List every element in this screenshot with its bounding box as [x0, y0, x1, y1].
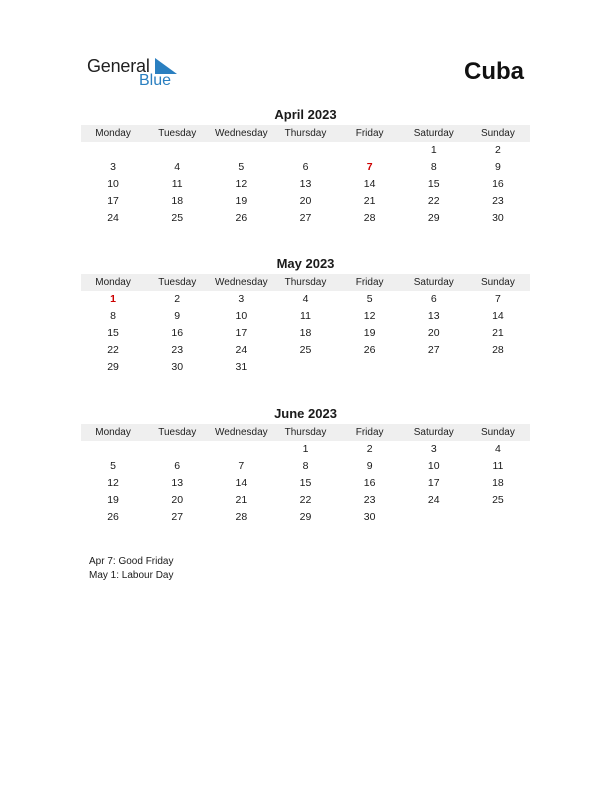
logo: [87, 56, 187, 92]
day-cell: [145, 142, 209, 159]
day-cell: [209, 441, 273, 458]
day-cell: 8: [302, 460, 309, 472]
weekday-label: Thursday: [284, 277, 327, 288]
day-cell: 15: [299, 477, 312, 489]
day-cell: 23: [171, 344, 184, 356]
day-cell: 10: [235, 310, 248, 322]
day-cell: 29: [107, 361, 119, 373]
day-cell: [81, 441, 145, 458]
week-row: [81, 142, 530, 159]
day-cell: 1: [110, 293, 116, 305]
week-row: [81, 359, 530, 376]
day-cell: 22: [427, 195, 440, 207]
day-cell: 12: [107, 477, 119, 489]
day-cell: 5: [366, 293, 373, 305]
day-cell: 7: [238, 460, 245, 472]
day-cell: 30: [492, 212, 504, 224]
day-cell: 13: [171, 477, 184, 489]
day-cell: 4: [494, 443, 501, 455]
day-cell: 17: [235, 327, 248, 339]
day-cell: 16: [171, 327, 184, 339]
day-cell: 2: [174, 293, 181, 305]
day-cell: 12: [363, 310, 376, 322]
month-title: April 2023: [274, 107, 337, 122]
day-cell: 2: [494, 144, 501, 156]
weekday-label: Sunday: [480, 427, 515, 438]
day-cell: 18: [492, 477, 504, 489]
day-cell: 28: [363, 212, 376, 224]
day-cell: 15: [107, 327, 119, 339]
day-cell: 14: [363, 178, 376, 190]
day-cell: 22: [299, 494, 312, 506]
day-cell: 10: [427, 460, 440, 472]
day-cell: 11: [171, 178, 183, 190]
day-cell: 29: [427, 212, 440, 224]
day-cell: 26: [235, 212, 248, 224]
day-cell: 28: [235, 511, 248, 523]
day-cell: [81, 142, 145, 159]
day-cell: [338, 142, 402, 159]
weekday-label: Friday: [355, 128, 384, 139]
weekday-label: Monday: [95, 277, 131, 288]
day-cell: 30: [363, 511, 376, 523]
day-cell: 3: [238, 293, 245, 305]
day-cell: 29: [299, 511, 312, 523]
day-cell: 5: [238, 161, 245, 173]
weekday-header-row: [81, 424, 530, 441]
country-title: Cuba: [464, 58, 524, 85]
day-cell: 15: [427, 178, 440, 190]
day-cell: 31: [235, 361, 248, 373]
week-row: [81, 458, 530, 475]
week-row: [81, 492, 530, 509]
weekday-label: Tuesday: [158, 128, 197, 139]
weekday-label: Wednesday: [215, 277, 268, 288]
day-cell: 2: [366, 443, 373, 455]
day-cell: 8: [110, 310, 116, 322]
day-cell: 14: [492, 310, 504, 322]
day-cell: 6: [430, 293, 437, 305]
day-cell: 26: [107, 511, 119, 523]
logo-text-blue: Blue: [139, 72, 172, 89]
week-row: [81, 342, 530, 359]
day-cell: 19: [363, 327, 376, 339]
day-cell: 6: [302, 161, 309, 173]
week-row: [81, 475, 530, 492]
month-title: June 2023: [274, 406, 337, 421]
weekday-label: Friday: [355, 427, 384, 438]
day-cell: 25: [171, 212, 184, 224]
day-cell: 9: [366, 460, 373, 472]
day-cell: 19: [235, 195, 248, 207]
day-cell: 21: [492, 327, 504, 339]
day-cell: 17: [427, 477, 440, 489]
day-cell: 25: [492, 494, 504, 506]
week-row: [81, 291, 530, 308]
weekday-label: Wednesday: [215, 128, 268, 139]
day-cell: 1: [430, 144, 437, 156]
day-cell: 20: [299, 195, 312, 207]
day-cell: [273, 359, 337, 376]
weekday-header-row: [81, 274, 530, 291]
week-row: [81, 193, 530, 210]
day-cell: 27: [171, 511, 184, 523]
day-cell: 30: [171, 361, 184, 373]
month-april: [81, 106, 530, 227]
day-cell: 21: [235, 494, 248, 506]
day-cell: 18: [171, 195, 184, 207]
logo-text-general: General: [87, 56, 150, 76]
day-cell: 24: [427, 494, 440, 506]
day-cell: 8: [430, 161, 437, 173]
day-cell: 13: [427, 310, 440, 322]
day-cell: [273, 142, 337, 159]
day-cell: 20: [171, 494, 184, 506]
day-cell: 13: [299, 178, 312, 190]
day-cell: 7: [494, 293, 501, 305]
holiday-notes: [89, 555, 174, 583]
weekday-header-row: [81, 125, 530, 142]
day-cell: 16: [492, 178, 504, 190]
day-cell: 16: [363, 477, 376, 489]
weekday-label: Monday: [95, 427, 131, 438]
day-cell: 23: [363, 494, 376, 506]
weekday-label: Sunday: [480, 128, 515, 139]
day-cell: 27: [427, 344, 440, 356]
day-cell: 11: [300, 310, 311, 322]
day-cell: 24: [107, 212, 119, 224]
day-cell: [466, 509, 530, 526]
day-cell: 17: [107, 195, 119, 207]
week-row: [81, 441, 530, 458]
month-title: May 2023: [276, 256, 335, 271]
weekday-label: Tuesday: [158, 427, 197, 438]
week-row: [81, 509, 530, 526]
day-cell: 19: [107, 494, 119, 506]
day-cell: 23: [492, 195, 504, 207]
day-cell: 1: [302, 443, 309, 455]
day-cell: 3: [110, 161, 116, 173]
day-cell: 5: [110, 460, 116, 472]
day-cell: 27: [299, 212, 312, 224]
month-june: [81, 405, 530, 526]
day-cell: 20: [427, 327, 440, 339]
weekday-label: Saturday: [413, 277, 454, 288]
weekday-label: Saturday: [413, 128, 454, 139]
holiday-note: Apr 7: Good Friday: [89, 556, 174, 567]
day-cell: [402, 359, 466, 376]
day-cell: 25: [299, 344, 312, 356]
day-cell: 22: [107, 344, 119, 356]
weekday-label: Saturday: [413, 427, 454, 438]
day-cell: 7: [366, 161, 373, 173]
day-cell: 14: [235, 477, 248, 489]
day-cell: 6: [174, 460, 181, 472]
weekday-label: Wednesday: [215, 427, 268, 438]
day-cell: 3: [430, 443, 437, 455]
weekday-label: Thursday: [284, 128, 327, 139]
day-cell: 18: [299, 327, 312, 339]
weekday-label: Thursday: [284, 427, 327, 438]
week-row: [81, 210, 530, 227]
day-cell: 28: [492, 344, 504, 356]
day-cell: 9: [494, 161, 501, 173]
day-cell: [145, 441, 209, 458]
day-cell: 21: [363, 195, 376, 207]
day-cell: 4: [174, 161, 181, 173]
day-cell: 9: [174, 310, 181, 322]
day-cell: 4: [302, 293, 309, 305]
day-cell: [209, 142, 273, 159]
week-row: [81, 176, 530, 193]
day-cell: 26: [363, 344, 376, 356]
week-row: [81, 325, 530, 342]
weekday-label: Monday: [95, 128, 131, 139]
day-cell: [402, 509, 466, 526]
month-may: [81, 255, 530, 376]
day-cell: 10: [107, 178, 119, 190]
day-cell: [338, 359, 402, 376]
weekday-label: Sunday: [480, 277, 515, 288]
week-row: [81, 159, 530, 176]
weekday-label: Tuesday: [158, 277, 197, 288]
weekday-label: Friday: [355, 277, 384, 288]
day-cell: 11: [492, 460, 504, 472]
day-cell: 12: [235, 178, 248, 190]
holiday-note: May 1: Labour Day: [89, 570, 174, 581]
day-cell: [466, 359, 530, 376]
day-cell: 24: [235, 344, 248, 356]
week-row: [81, 308, 530, 325]
